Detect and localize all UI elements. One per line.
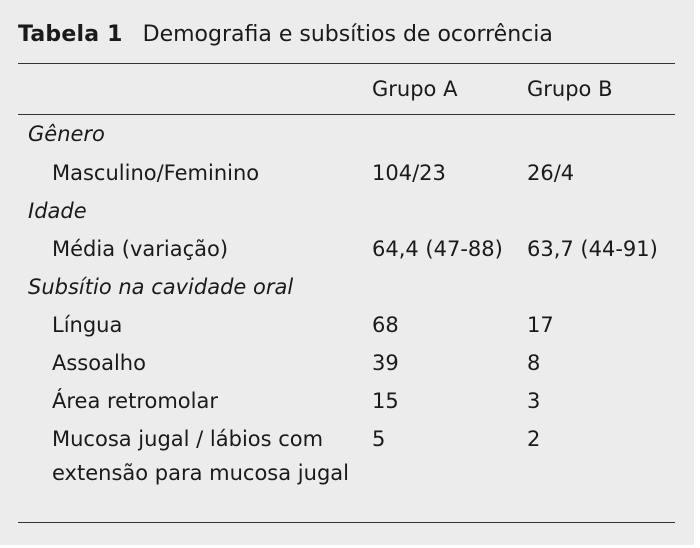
row-value-group-b: 2 (527, 427, 541, 451)
row-value-group-a: 64,4 (47-88) (372, 237, 503, 261)
row-value-group-a: 5 (372, 427, 386, 451)
row-value-group-b: 8 (527, 351, 541, 375)
row-label-mucosa-jugal: Mucosa jugal / lábios com extensão para mucosa jugal (52, 427, 349, 485)
row-value-group-a: 104/23 (372, 161, 446, 185)
row-label-sexo: Masculino/Feminino (52, 161, 260, 185)
row-value-group-a: 39 (372, 351, 399, 375)
header-rule (18, 114, 675, 115)
table-title (18, 21, 553, 49)
section-heading-idade: Idade (28, 199, 87, 223)
row-value-group-b: 17 (527, 313, 554, 337)
bottom-rule (18, 522, 675, 523)
row-label-assoalho: Assoalho (52, 351, 146, 375)
table-label: Tabela 1 (18, 22, 123, 47)
row-label-lingua: Língua (52, 313, 123, 337)
column-header-group-b: Grupo B (527, 77, 613, 101)
row-label-area-retromolar: Área retromolar (52, 389, 218, 413)
row-value-group-b: 3 (527, 389, 541, 413)
row-label-media: Média (variação) (52, 237, 229, 261)
table-caption: Demografia e subsítios de ocorrência (142, 22, 553, 47)
row-value-group-b: 63,7 (44-91) (527, 237, 658, 261)
row-value-group-a: 15 (372, 389, 399, 413)
column-header-group-a: Grupo A (372, 77, 458, 101)
row-value-group-a: 68 (372, 313, 399, 337)
row-value-group-b: 26/4 (527, 161, 575, 185)
top-rule (18, 63, 675, 64)
section-heading-genero: Gênero (28, 122, 105, 146)
section-heading-subsitio: Subsítio na cavidade oral (28, 275, 294, 299)
